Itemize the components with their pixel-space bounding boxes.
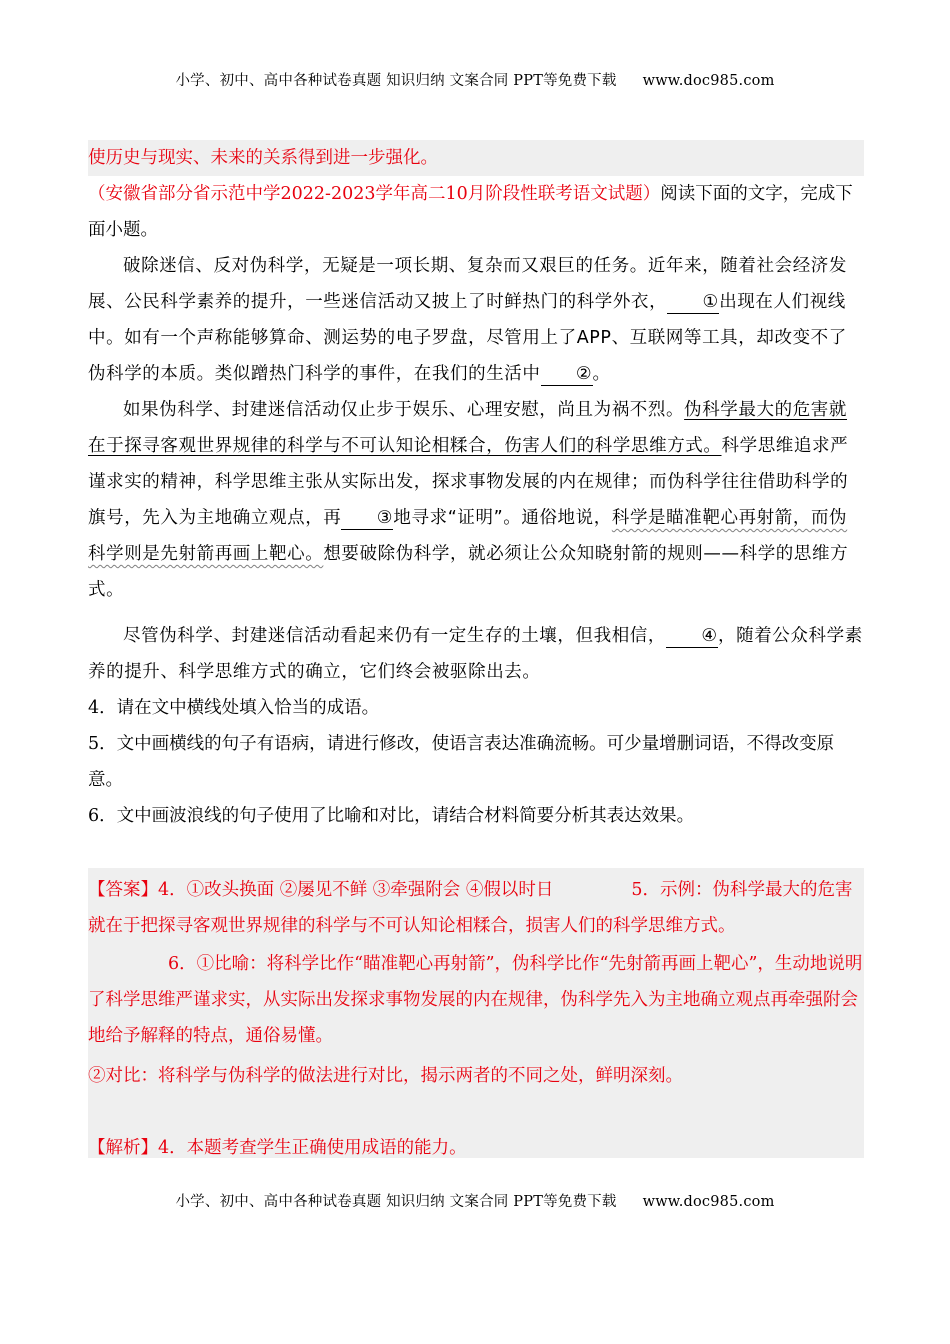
answer-q4: 【答案】4．①改头换面 ②屡见不鲜 ③牵强附会 ④假以时日 [88,880,554,900]
passage-paragraph-1 [88,248,864,392]
page-footer [0,1190,950,1211]
continuation-line: 使历史与现实、未来的关系得到进一步强化。 [88,140,864,176]
question-4: 4．请在文中横线处填入恰当的成语。 [88,698,380,718]
passage-text: 科学思维追求严谨求实的精神，科学思维主张从实际出发，探求事物发展的内在规律；而伪科学往往借助科学的旗号，先入为主地确立观点，再 [88,436,849,528]
passage-text: 尽管伪科学、封建迷信活动看起来仍有一定生存的土壤，但我相信， [123,626,666,646]
source-label: （安徽省部分省示范中学2022-2023学年高二10月阶段性联考语文试题） [88,184,661,204]
passage-paragraph-3 [88,618,864,690]
header-url[interactable]: www.doc985.com [642,73,775,89]
answer-q6-metaphor: 6．①比喻：将科学比作“瞄准靶心再射箭”，伪科学比作“先射箭再画上靶心”，生动地说明了科学思维严谨求实，从实际出发探求事物发展的内在规律，伪科学先入为主地确立观点再牵强附会地给予解释的特点，通俗易懂。 [88,954,863,1046]
fill-blank-3: ③ [341,507,393,530]
passage-text: 。 [592,364,611,384]
analysis-line: 【解析】4．本题考查学生正确使用成语的能力。 [88,1138,467,1158]
footer-text: 小学、初中、高中各种试卷真题 知识归纳 文案合同 PPT等免费下载 [175,1194,617,1210]
wavy-sentence: 科学是瞄准靶心再射箭，而伪科学则是先射箭再画上靶心。 [88,508,848,564]
question-5: 5．文中画横线的句子有语病，请进行修改，使语言表达准确流畅。可少量增删词语，不得改变原意。 [88,734,835,790]
footer-url[interactable]: www.doc985.com [642,1194,775,1210]
passage-paragraph-2 [88,392,864,608]
fill-blank-2: ② [541,363,593,386]
passage-text: 破除迷信、反对伪科学，无疑是一项长期、复杂而又艰巨的任务。近年来，随着社会经济发展、公民科学素养的提升，一些迷信活动又披上了时鲜热门的科学外衣， [88,256,847,312]
source-line [88,176,864,248]
fill-blank-1: ① [667,291,719,314]
header-text: 小学、初中、高中各种试卷真题 知识归纳 文案合同 PPT等免费下载 [175,73,617,89]
answer-q6-contrast: ②对比：将科学与伪科学的做法进行对比，揭示两者的不同之处，鲜明深刻。 [88,1066,683,1086]
passage-text: ，随着公众科学素养的提升、科学思维方式的确立，它们终会被驱除出去。 [88,626,863,682]
answer-q5: 5．示例：伪科学最大的危害就在于把探寻客观世界规律的科学与不可认知论相糅合，损害人们的科学思维方式。 [88,880,853,936]
underlined-sentence: 伪科学最大的危害就在于探寻客观世界规律的科学与不可认知论相糅合，伤害人们的科学思维方式。 [88,400,848,456]
answer-line [88,872,864,944]
page-header [0,69,950,90]
passage-text: 如果伪科学、封建迷信活动仅止步于娱乐、心理安慰，尚且为祸不烈。 [123,400,685,420]
passage-text: 想要破除伪科学，就必须让公众知晓射箭的规则——科学的思维方式。 [88,544,849,600]
passage-text: 地寻求“证明”。通俗地说， [393,508,612,528]
instruction-text: 阅读下面的文字，完成下面小题。 [88,184,853,240]
fill-blank-4: ④ [666,625,718,648]
question-6: 6．文中画波浪线的句子使用了比喻和对比，请结合材料简要分析其表达效果。 [88,806,695,826]
passage-text: 出现在人们视线中。如有一个声称能够算命、测运势的电子罗盘，尽管用上了APP、互联网等工具，却改变不了伪科学的本质。类似蹭热门科学的事件，在我们的生活中 [88,292,847,384]
